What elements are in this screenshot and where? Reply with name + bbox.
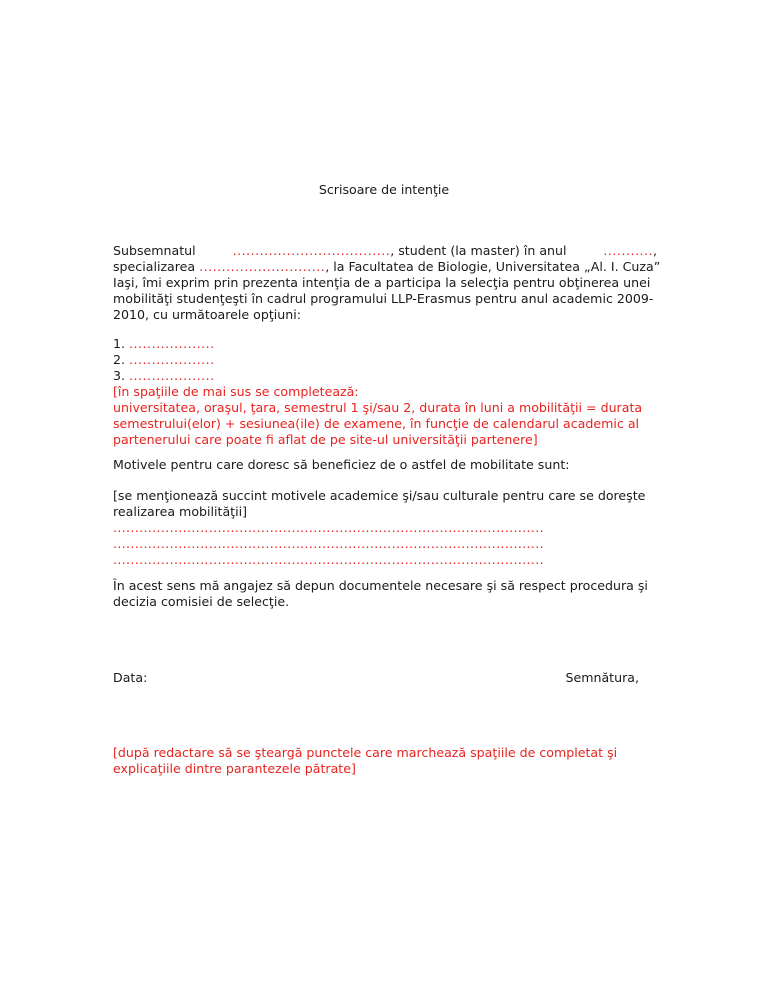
commitment-line-1: În acest sens mă angajez să depun documentele necesare şi să respect procedura şi bbox=[113, 578, 648, 593]
date-signature-line bbox=[113, 670, 657, 686]
intro-subsemnatul: Subsemnatul bbox=[113, 243, 196, 258]
intro-faculty: , la Facultatea de Biologie, Universitatea „Al. I. Cuza” bbox=[325, 259, 661, 274]
motive-dots-line: ................................................................................................... bbox=[113, 552, 544, 567]
intro-line-2 bbox=[113, 259, 661, 275]
intro-paragraph bbox=[113, 243, 661, 323]
option-dots: ................... bbox=[129, 352, 215, 367]
date-signature-row bbox=[113, 670, 657, 686]
option-number: 2. bbox=[113, 352, 126, 367]
intro-line-1 bbox=[113, 243, 657, 259]
option-dots: ................... bbox=[129, 336, 215, 351]
intro-specializarea: specializarea bbox=[113, 259, 196, 274]
intro-comma: , bbox=[652, 243, 657, 258]
motive-label: Motivele pentru care doresc să beneficiez de o astfel de mobilitate sunt: bbox=[113, 457, 570, 472]
motive-section bbox=[113, 488, 657, 568]
options-note-line-4: partenerului care poate fi aflat de pe site-ul universităţii partenere] bbox=[113, 432, 538, 447]
motive-dots-line: ................................................................................................... bbox=[113, 520, 544, 535]
specialization-dots: ............................ bbox=[199, 259, 326, 274]
option-dots: ................... bbox=[129, 368, 215, 383]
commitment-line-2: decizia comisiei de selecţie. bbox=[113, 594, 290, 609]
options-note-line-2: universitatea, oraşul, ţara, semestrul 1 şi/sau 2, durata în luni a mobilităţii = durata bbox=[113, 400, 643, 415]
intro-line-4: mobilităţi studenţeşti în cadrul programului LLP-Erasmus pentru anul academic 2009- bbox=[113, 291, 654, 306]
option-number: 1. bbox=[113, 336, 126, 351]
intro-line-3: Iaşi, îmi exprim prin prezenta intenţia de a participa la selecţia pentru obţinerea unei bbox=[113, 275, 651, 290]
option-item bbox=[113, 368, 657, 384]
intro-student-text: , student (la master) în anul bbox=[390, 243, 567, 258]
option-item bbox=[113, 336, 657, 352]
date-label: Data: bbox=[113, 670, 148, 685]
final-note bbox=[113, 745, 657, 777]
commitment-paragraph bbox=[113, 578, 657, 610]
year-dots: ........... bbox=[603, 243, 653, 258]
final-note-line-2: explicaţiile dintre parantezele pătrate] bbox=[113, 761, 356, 776]
document-title: Scrisoare de intenţie bbox=[318, 182, 450, 197]
signature-label: Semnătura, bbox=[565, 670, 639, 685]
motive-note-line-1: [se menţionează succint motivele academice şi/sau culturale pentru care se doreşte bbox=[113, 488, 646, 503]
final-note-line-1: [după redactare să se şteargă punctele care marchează spaţiile de completat şi bbox=[113, 745, 618, 760]
options-list bbox=[113, 336, 657, 448]
intro-year-blank bbox=[603, 243, 657, 259]
motive-note-line-2: realizarea mobilităţii] bbox=[113, 504, 248, 519]
options-note-line-3: semestrului(elor) + sesiunea(ile) de examene, în funcţie de calendarul academic al bbox=[113, 416, 640, 431]
intro-name-blank bbox=[233, 243, 567, 259]
option-number: 3. bbox=[113, 368, 126, 383]
option-item bbox=[113, 352, 657, 368]
motive-dots-line: ................................................................................................... bbox=[113, 536, 544, 551]
intro-specialization bbox=[113, 259, 325, 275]
name-dots: ................................... bbox=[232, 243, 391, 258]
intro-line-5: 2010, cu următoarele opţiuni: bbox=[113, 307, 301, 322]
options-note-line-1: [în spaţiile de mai sus se completează: bbox=[113, 384, 359, 399]
